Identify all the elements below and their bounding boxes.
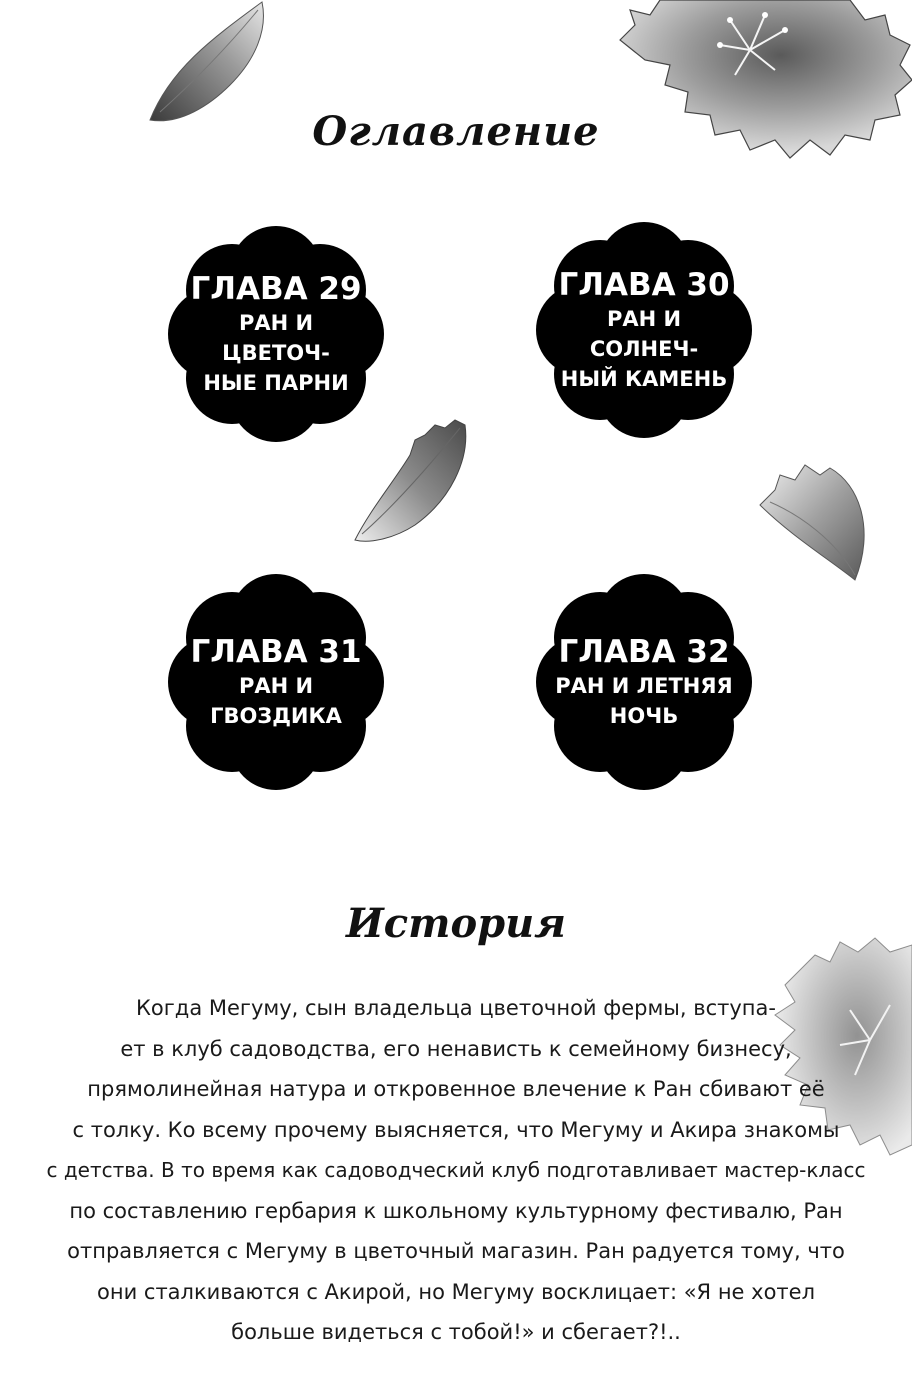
chapter-number: ГЛАВА 29 (190, 271, 362, 307)
chapter-name-line1: РАН И ЦВЕТОЧ- (222, 311, 330, 365)
story-line: ет в клуб садоводства, его ненависть к семейному бизнесу, (120, 1036, 792, 1061)
chapter-number: ГЛАВА 32 (558, 634, 730, 670)
petal-icon-right (750, 460, 880, 590)
toc-title: Оглавление (312, 108, 600, 155)
chapter-badge-30 (534, 220, 754, 440)
story-line: прямолинейная натура и откровенное влечение к Ран сбивают её (87, 1077, 825, 1101)
chapter-number: ГЛАВА 30 (558, 267, 730, 303)
chapter-name-line2: НЫЙ КАМЕНЬ (560, 367, 728, 391)
chapter-number: ГЛАВА 31 (190, 634, 362, 670)
chapter-name-line2: НОЧЬ (609, 704, 679, 728)
story-line: они сталкиваются с Акирой, но Мегуму восклицает: «Я не хотел (97, 1279, 815, 1304)
story-title: История (345, 900, 567, 947)
chapter-name-line1: РАН И ГВОЗДИКА (210, 674, 342, 728)
chapter-name-line1: РАН И СОЛНЕЧ- (589, 307, 699, 361)
chapter-badge-31 (166, 572, 386, 792)
story-text (40, 988, 872, 1353)
chapter-name-line2: НЫЕ ПАРНИ (203, 371, 349, 395)
story-line: больше видеться с тобой!» и сбегает?!.. (231, 1320, 681, 1344)
story-line: с детства. В то время как садоводческий клуб подготавливает мастер-класс (46, 1158, 866, 1182)
chapter-badge-29 (166, 224, 386, 444)
story-line: отправляется с Мегуму в цветочный магазин. Ран радуется тому, что (67, 1239, 845, 1263)
chapter-name-line1: РАН И ЛЕТНЯЯ (555, 674, 733, 698)
story-line: с толку. Ко всему прочему выясняется, что Мегуму и Акира знакомы (72, 1117, 840, 1142)
chapter-badge-32 (534, 572, 754, 792)
story-line: по составлению гербария к школьному культурному фестивалю, Ран (69, 1198, 843, 1223)
story-line: Когда Мегуму, сын владельца цветочной фермы, вступа- (136, 996, 776, 1020)
